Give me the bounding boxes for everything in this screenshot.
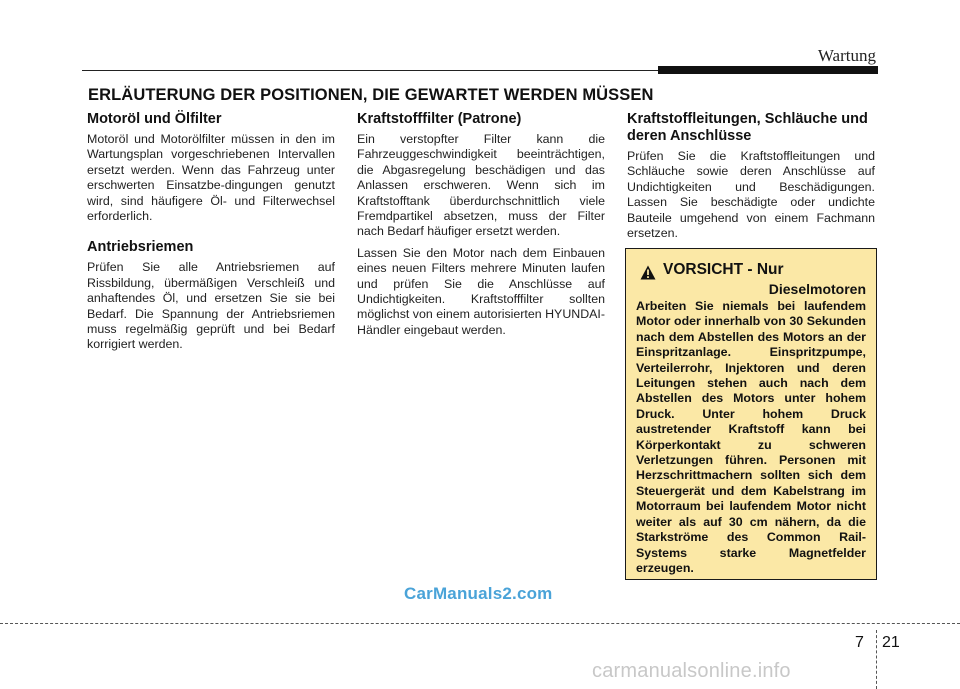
footer-page-number: 21 [882, 634, 900, 651]
footer-rule [0, 623, 960, 624]
heading-drive-belts: Antriebsriemen [87, 239, 194, 256]
heading-fuel-lines: Kraftstoffleitungen, Schläuche und deren Anschlüsse [627, 111, 868, 144]
watermark-link[interactable]: CarManuals2.com [404, 584, 553, 603]
paragraph-fuel-filter-2: Lassen Sie den Motor nach dem Einbauen eines neuen Filters mehrere Minuten laufen und prüfen Sie die Anschlüsse auf Undichtigkeiten. Kraftstofffilter sollten möglichst von einem autorisierten HYUNDAI-Händler eingebaut werden. [357, 245, 605, 337]
paragraph-drive-belts: Prüfen Sie alle Antriebsriemen auf Rissbildung, übermäßigen Verschleiß und anhaftendes Öl, und ersetzen Sie sie bei Bedarf. Die Spannung der Antriebsriemen muss regelmäßig geprüft und bei Bedarf korrigiert werden. [87, 260, 335, 352]
warning-text: Arbeiten Sie niemals bei laufendem Motor oder innerhalb von 30 Sekunden nach dem Abstellen des Motors an der Einspritzanlage. Einspritzpumpe, Verteilerrohr, Injektoren und deren Leitungen stehen auch nach dem Abstellen des Motors unter hohem Druck. Unter hohem Druck austretender Kraftstoff kann bei Körperkontakt zu schweren Verletzungen führen. Personen mit Herzschrittmachern sollten sich dem Steuergerät und dem Kabelstrang im Motorraum bei laufendem Motor nicht weiter als auf 30 cm nähern, da die Starkströme des Common Rail-Systems starke Magnetfelder erzeugen. [636, 299, 866, 575]
column-left [87, 111, 335, 359]
paragraph-fuel-lines: Prüfen Sie die Kraftstoffleitungen und Schläuche sowie deren Anschlüsse auf Undichtigkeiten und Beschädigungen. Lassen Sie beschädigte oder undichte Bauteile umgehend von einem Fachmann ersetzen. [627, 149, 875, 241]
column-middle [357, 111, 605, 344]
warning-title: VORSICHT - Nur [663, 261, 784, 278]
warning-subtitle: Dieselmotoren [768, 281, 866, 297]
heading-engine-oil: Motoröl und Ölfilter [87, 111, 222, 127]
paragraph-engine-oil: Motoröl und Motorölfilter müssen in den im Wartungsplan vorgeschriebenen Intervallen ersetzt werden. Wenn das Fahrzeug unter erschwerten Einsatzbe-dingungen genutzt wird, sind häufigere Öl- und Filterwechsel erforderlich. [87, 132, 335, 224]
footer-chapter-number: 7 [855, 634, 864, 651]
header-rule-accent [658, 66, 878, 74]
heading-fuel-filter: Kraftstofffilter (Patrone) [357, 111, 522, 127]
warning-triangle-icon [640, 265, 656, 280]
warning-box [625, 248, 877, 580]
section-title: ERLÄUTERUNG DER POSITIONEN, DIE GEWARTET WERDEN MÜSSEN [88, 86, 654, 104]
chapter-header-label: Wartung [817, 46, 876, 65]
column-right [627, 111, 875, 247]
footer-divider [876, 630, 877, 689]
warning-header [636, 259, 866, 299]
paragraph-fuel-filter-1: Ein verstopfter Filter kann die Fahrzeuggeschwindigkeit beeinträchtigen, die Abgasregelung beschädigen und das Anlassen erschweren. Wenn sich im Kraftstofftank überdurchschnittlich viele Fremdpartikel absetzen, muss der Filter nach Bedarf häufiger ersetzt werden. [357, 132, 605, 239]
footer-watermark: carmanualsonline.info [592, 660, 791, 682]
header-rule [82, 70, 658, 71]
